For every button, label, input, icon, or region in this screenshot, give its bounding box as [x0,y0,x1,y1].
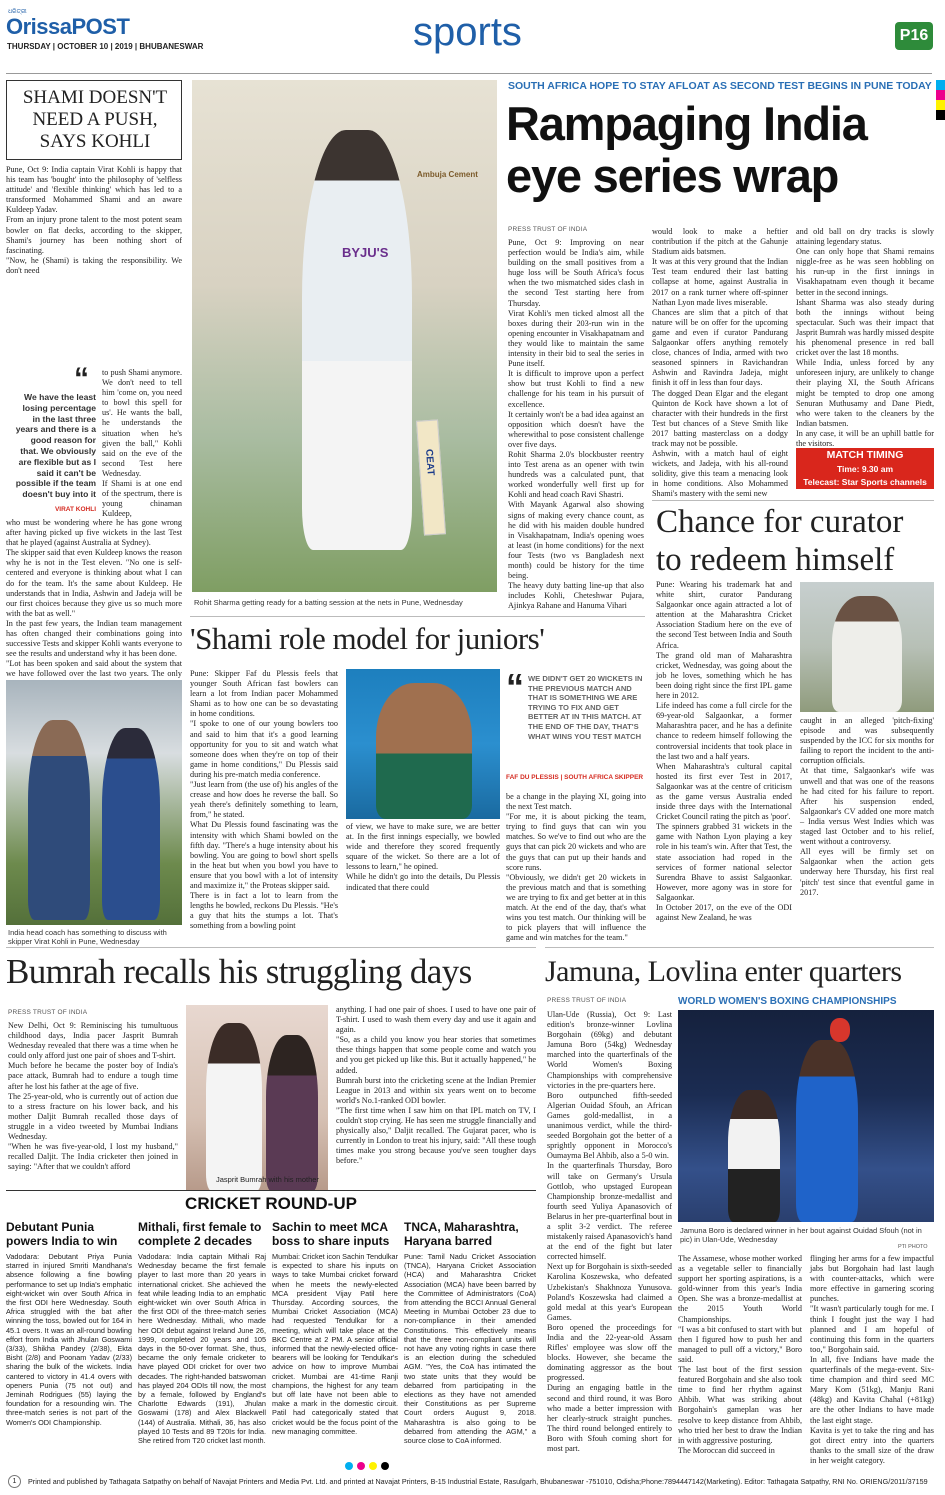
boxing-top-rule [545,947,934,948]
roundup-body-3: Mumbai: Cricket icon Sachin Tendulkar is expected to share his inputs on ways to take Mumbai cricket forward when he meets the newly-elected MCA president Vijay Patil here Thursday. According sources, the Mumbai Cricket Association (MCA) had requested Tendulkar for a meeting, which will take place at the BKC Centre at 2 PM. A senior official informed that the newly-elected office-bearers will be looking for Tendulkar's advice on how to improve Mumbai cricket. Mumbai are 41-time Ranji champions, the highest for any team but off late have not been able to make a mark in the domestic circuit. Patil had categorically stated that cricket would be the focus point of the new managing committee. [272,1252,398,1436]
roundup-title: CRICKET ROUND-UP [185,1194,357,1213]
coach-kohli-photo [6,680,182,925]
lead-credit: PRESS TRUST OF INDIA [508,226,588,233]
footer-color-dots [345,1462,605,1470]
bat-logo: CEAT [423,448,436,476]
match-timing-box [796,448,934,492]
roundup-head-3: Sachin to meet MCA boss to share inputs [272,1220,390,1248]
faf-col-2: of view, we have to make sure, we are better at. In the first innings especially, we bowled wide and therefore they scored frequently square of the wicket. So there are a lot of lessons to learn," he opined. While he didn't go into the details, Du Plessis indicated that there could [346,822,500,892]
roundup-item-2 [138,1220,266,1446]
dot-cyan [345,1462,353,1470]
roundup-body-4: Pune: Tamil Nadu Cricket Association (TNCA), Haryana Cricket Association (HCA) and Maharashtra Cricket Association (MCA) have been barred by the Committee of Administrators (CoA) from attending the BCCI Annual General Meeting in Mumbai October 23 due to non-compliance in their amended Constitutions. This effectively means that the three non-compliant units will not have any voting rights in case there is an election during the scheduled AGM. "Yes, the CoA has intimated the two state units that they would be debarred from participating in the elections as they have not amended their Constitutions as per Supreme Court orders August 9, 2018. Maharashtra is also going to be debarred from attending the AGM," a source close to CoA informed. [404,1252,536,1446]
shami-body-right: to push Shami anymore. We don't need to tell him 'come on, you need to bowl this spell for us'. He wants the ball, he understands the situation when he's given the ball," Kohli said on the eve of the second Test here Wednesday. If Shami is at one end of the spectrum, there is young chinaman Kuldeep, [102,368,182,519]
lead-kicker: SOUTH AFRICA HOPE TO STAY AFLOAT AS SECOND TEST BEGINS IN PUNE TODAY [508,80,932,92]
bumrah-figure [206,1023,262,1191]
shami-story [6,80,182,946]
boxing-banner: WORLD WOMEN'S BOXING CHAMPIONSHIPS [678,996,897,1007]
faf-pullquote [506,666,646,788]
faf-photo [346,669,500,819]
faf-figure [376,683,472,819]
boxing-headline: Jamuna, Lovlina enter quarters [545,955,902,988]
boxing-col-1: Ulan-Ude (Russia), Oct 9: Last edition's bronze-winner Lovlina Borgohain (69kg) and debutant Jamuna Boro (54kg) Wednesday marched into the quarterfinals of the World Women's Boxing Championships with comprehensive victories in the pre-quarters here. Boro outpunched fifth-seeded Algerian Ouidad Sfouh, an African Games gold-medallist, in a unanimous verdict, while the third-seeded Borgohain got the better of a sprightly opponent in Morocco's Oumayma Bel Ahbib, also a 5-0 win. In the quarterfinals Thursday, Boro will take on Germany's Ursula Gottlob, who upstaged European Championship bronze-medallist and fourth seed Yuliya Apanasovich of Belarus in her pre-quarterfinal bout in a split 3-2 verdict. The referee mistakenly raised Apanasovich's hand at the end of the fight but later corrected himself. Next up for Borgohain is sixth-seeded Karolina Koszewska, who defeated Uzbekistan's Shakhnoza Yunusova. Poland's Koszewska had claimed a gold medal at this year's European Games. Boro opened the proceedings for India and the 22-year-old Assam Rifles' employee was slow off the blocks. However, she became the dominating aggressor as the bout progressed. During an engaging battle in the second and third round, it was Boro who made a better impression with her clearly-struck straight punches. The third round belonged entirely to Boro with Sfouh coming short for most part. [547,1010,672,1454]
shami-pullquote [6,362,96,518]
shami-quote-attribution: VIRAT KOHLI [54,506,96,513]
boxing-col-3: flinging her arms for a few impactful jabs but Borgohain had last laugh with counter-attacks, which were more effective in garnering scoring punches. "It wasn't particularly tough for me. I think I fought just the way I had planned and I am hopeful of continuing this form in the quarters too," Borgohain said. In all, five Indians have made the quarterfinals of the mega-event. Six-time champion and third seed MC Mary Kom (51kg), Manju Rani (48kg) and Kavita Chahal (+81kg) are the other Indians to have made the last eight stage. Kavita is yet to take the ring and has got direct entry into the quarters thanks to the small size of the draw in her weight category. [810,1254,934,1465]
curator-headline [656,503,934,579]
faf-quote-text: WE DIDN'T GET 20 WICKETS IN THE PREVIOUS MATCH AND THAT IS SOMETHING WE ARE TRYING TO FIX AND GET BETTER AT IN THIS MATCH. AT THE END OF THE DAY, THAT'S WHAT WINS YOU TEST MATCH [528,674,643,741]
mother-figure [266,1035,318,1191]
referee-figure [728,1090,780,1222]
faf-top-rule [190,616,645,617]
match-timing-title: MATCH TIMING [796,448,934,463]
roundup-head-2: Mithali, first female to complete 2 decades [138,1220,262,1248]
dateline: THURSDAY | OCTOBER 10 | 2019 | BHUBANESWAR [7,42,204,51]
masthead [0,0,945,78]
lead-col-2: would look to make a heftier contribution if the pitch at the Gahunje Stadium aids batsmen. It was at this very ground that the Indian Test team endured their last batting collapse at home, against Australia in 2017 on a rank turner where off-spinner Nathan Lyon made lives miserable. Chances are slim that a pitch of that nature will be on offer for the upcoming game and even if curator Pandurang Salgaonkar offers anything remotely close, chances of India, armed with two seasoned spinners in Ravichandran Ashwin and Ravindra Jadeja, might finish it off in less than four days. The dogged Dean Elgar and the elegant Quinton de Kock have shown a lot of character with their hundreds in the first Test but chances of a Steve Smith like 2017 batting masterclass on a dodgy track may not be possible. Ashwin, with a match haul of eight wickets, and Jadeja, with his all-round solidity, give this team a menacing look in home conditions. Also Mohammed Shami's mastery with the semi new [652,227,788,499]
shami-body-bottom: who must be wondering where he has gone wrong after having picked up five wickets in the last Test that he played (against Australia at Sydney). The skipper said that even Kuldeep knows the reason why he is not in the Test eleven. "No one is self-centered and everyone is thinking about what I can do for the team. It's the same about Kuldeep. He understands that in India, Ashwin and Jadeja will be our first choices because they give us so much more with the bat as well." In the past few years, the Indian team management has often changed their combinations going into successive Tests and skipper Kohli wants everyone to see the results and understand why it has been done. "Lot has been spoken and said about the system that we have followed over the last two years. The only [6,518,182,679]
roundup-item-4 [404,1220,536,1446]
page-number: P16 [899,27,929,44]
cricket-bat [416,419,446,535]
coach-kohli-caption: India head coach has something to discuss with skipper Virat Kohli in Pune, Wednesday [8,928,167,946]
lead-headline-line2: eye series wrap [506,149,839,202]
roundup-body-2: Vadodara: India captain Mithali Raj Wednesday became the first female player to last more than 20 years in international cricket. She achieved the feat while leading India to an emphatic eight-wicket win over South Africa in the first ODI of the three-match series here Wednesday. Mithali, who made her ODI debut against Ireland June 26, 1999, completed 20 years and 105 days in the 50-over format. She, thus, became the only female cricketer to have played ODI cricket for over two decades. The right-handed batswoman has played 204 ODIs till now, the most by a female, followed by England's Charlotte Edwards (191), Jhulan Goswami (178) and Alex Blackwell (144) of Australia. Mithali, 36, has also played 10 Tests and 89 T20Is for India. She retired from T20 cricket last month. [138,1252,266,1446]
faf-col-3: be a change in the playing XI, going into the next Test match. "For me, it is about picking the team, trying to find guys that can win you matches. So we've to find out who are the guys that can pick 20 wickets and who are the guys that can put up their hands and score runs. "Obviously, we didn't get 20 wickets in the previous match and that is something we are trying to fix and get better at in this match. At the end of the day, that's what wins you test match. Our thinking will be to pick players that will influence the game and win matches for the team." [506,792,646,943]
dot-yellow [369,1462,377,1470]
rohit-photo-caption: Rohit Sharma getting ready for a batting session at the nets in Pune, Wednesday [194,598,463,607]
faf-headline: 'Shami role model for juniors' [190,621,545,656]
lead-col-3: and old ball on dry tracks is slowly attaining legendary status. One can only hope that Shami remains niggle-free as he was seen hobbling on his run-up in the first innings in Visakhapatnam even though it became better in the second innings. Ishant Sharma was also steady during both the innings without being spectacular. Such was their impact that Jasprit Bumrah was hardly missed despite his phenomenal presence in red ball cricket over the last 18 months. While India, unless forced by any unforeseen injury, are unlikely to change their playing XI, the South Africans might be tempted to drop one among Senuran Muthusamy and Dane Piedt, who were taken to the cleaners by the Indian batsmen. In any case, it will be an uphill battle for the visitors. [796,227,934,448]
boxing-photo-credit: PTI PHOTO [898,1244,928,1250]
boxing-photo [678,1010,934,1222]
boxing-photo-caption: Jamuna Boro is declared winner in her bout against Ouidad Sfouh (not in pic) in Ulan-Ude, Wednesday [680,1226,922,1244]
bumrah-photo-caption: Jasprit Bumrah with his mother [216,1175,319,1184]
boxer-figure [796,1040,858,1222]
roundup-rule [6,1190,536,1191]
shami-body-top: Pune, Oct 9: India captain Virat Kohli is happy that his team has 'bought' into the philosophy of 'selfless attitude' and 'flexible thinking' which has led to a transformed Mohammed Shami and an aware Kuldeep Yadav. From an injury prone talent to the most potent seam bowler on flat decks, according to the skipper, Shami's journey has been nothing short of fascinating. "Now, he (Shami) is taking the responsibility. We don't need [6,165,182,275]
curator-photo [800,582,934,712]
rohit-figure [302,130,412,550]
curator-col-2: caught in an alleged 'pitch-fixing' episode and was subsequently suspended by the ICC for six months for failing to report the incident to the anti-corruption officials. At that time, Salgaonkar's wife was unwell and that was one of the reasons he had cited for his failure to report. After his suspension ended, Salgaonkar's CV added one more match – India versus West Indies which was staged last October and to his relief, went without a controversy. All eyes will be firmly set on Salgaonkar when the action gets underway here Thursday, his first real 'pitch' test since that eventful game in 2017. [800,716,934,897]
match-telecast: Telecast: Star Sports channels [796,476,934,489]
bumrah-credit: PRESS TRUST OF INDIA [8,1009,88,1016]
boxing-col-2: The Assamese, whose mother worked as a vegetable seller to financially support her sporting aspirations, is a gold-winner from this year's India Open. She was a bronze-medallist at the 2015 Youth World Championships. "I was a bit confused to start with but then I figured how to push her and managed to pull off a victory," Boro said. The last bout of the first session featured Borgohain and she also took time to find her rhythm against Ahbib. What was striking about Borgohain's gameplan was her resolve to keep distance from Ahbib, who tried her best to draw the Indian in with aggressive posturing. The Moroccan did succeed in [678,1254,802,1455]
shami-headline: SHAMI DOESN'T NEED A PUSH, SAYS KOHLI [22,87,168,152]
faf-col-1: Pune: Skipper Faf du Plessis feels that younger South African fast bowlers can learn a lot from Indian pacer Mohammed Shami as to how one can be so devastating in home conditions. "I spoke to one of our young bowlers too and said to him that it's a good learning opportunity for you to sit and watch what someone does when they're on top of their game in home conditions," Du Plessis said during his pre-match media conference. "Just learn from (the use of) his angles of the crease and how does he reverse the ball. So yeah there's definitely something to learn, from," he stated. What Du Plessis found fascinating was the intensity with which Shami bowled on the fifth day. "There's a huge intensity about his bowling. You are going to bowl short spells in the heat but when you bowl you have to ensure that you bowl with a lot of intensity and maximize it," the Proteas skipper said. There is in fact a lot to learn from the lengths he bowled, reckons Du Plessis. "He's a guy that hits the stumps a lot. That's something from a bowling point [190,669,338,931]
footer-page-marker: 1 [8,1475,21,1488]
lead-headline [506,96,934,201]
roundup-head-1: Debutant Punia powers India to win [6,1220,118,1248]
quote-mark-icon: “ [74,362,89,395]
roundup-item-1 [6,1220,132,1436]
shami-quote-text: We have the least losing percentage in the last three years and there is a good reason for that. We obviously are flexible but as I said it can't be possible if the team doesn't buy into it [15,392,96,500]
roundup-body-1: Vadodara: Debutant Priya Punia starred in injured Smriti Mandhana's absence following a fine bowling performance to set up India's emphatic eight-wicket win over South Africa in the first ODI here Wednesday. South Africa struggled with the bat after winning the toss, bowled out for 164 in 45.1 overs. It was an all-round bowling effort from India with Jhulan Goswami (3/33), Shikha Pandey (2/38), Ekta Bisht (2/8) and Poonam Yadav (2/33) sharing the bulk of the wickets. India cantered to victory in 41.4 overs with openers Punia (75 not out) and Jeminah Rodrigues (55) laying the foundation for a resounding win. The three-match series is not part of the Women's ODI Championship. [6,1252,132,1427]
roundup-item-3 [272,1220,398,1436]
footer [0,1462,945,1495]
curator-headline-line1: Chance for curator [656,504,904,540]
rohit-photo [192,80,497,592]
curator-headline-line2: to redeem himself [656,542,895,578]
coach-figure [28,720,90,920]
roundup-section [6,1190,536,1446]
boxing-credit: PRESS TRUST OF INDIA [547,997,627,1004]
match-time: Time: 9.30 am [796,463,934,476]
brand-small-text: ଧରିତ୍ରୀ [8,9,27,15]
faf-quote-attribution: FAF DU PLESSIS | SOUTH AFRICA SKIPPER [506,774,644,781]
curator-top-rule [652,500,934,501]
bumrah-top-rule [6,947,536,948]
section-title: sports [413,10,522,54]
color-registration-strip [936,80,945,120]
curator-col-1: Pune: Wearing his trademark hat and white shirt, curator Pandurang Salgaonkar once again attracted a lot of attention at the Maharashtra Cricket Association Stadium here on the eve of the second Test between India and South Africa. The grand old man of Maharashtra cricket, Wednesday, was going about the job he loves, something which he has been doing right since the first IPL game here in 2012. Life indeed has come a full circle for the 69-year-old Salgaonkar, a former Maharashtra pacer, and he has a definite chance to redeem himself following the controversial incidents that took place in the last two and a half years. When Maharashtra's cultural capital hosted its first ever Test in 2017, Salgaonkar was at the centre of criticism as the game versus Australia ended inside three days with the International Cricket Council rating the pitch as 'poor'. The spinners grabbed 31 wickets in the game with Nathon Lyon playing a key role in his team's win. After that Test, the state association had roped in the services of former national selector Surendra Bhave to assist Salgaonkar. However, more agony was in store for Salgaonkar. In October 2017, on the eve of the ODI against New Zealand, he was [656,580,792,923]
faf-quote-mark-icon: “ [506,666,524,707]
bumrah-photo [186,1005,328,1191]
dot-magenta [357,1462,365,1470]
masthead-rule [6,73,932,74]
page-number-badge [895,22,933,50]
lead-headline-line1: Rampaging India [506,97,867,150]
rohit-photo-sponsor: BYJU'S [342,245,389,260]
rohit-photo-board: Ambuja Cement [417,170,478,179]
bumrah-headline: Bumrah recalls his struggling days [6,952,472,991]
shami-headline-box [6,80,182,160]
lead-col-1: Pune, Oct 9: Improving on near perfection would be India's aim, while building on the small positives from a huge loss will be South Africa's focus when the two mismatched sides clash in the second Test starting here from Thursday. Virat Kohli's men ticked almost all the boxes during their 203-run win in the opening encounter in Visakhapatnam and they would like to maintain the same intensity in their bid to seal the series in Pune itself. It is difficult to improve upon a perfect show but trust Kohli to find a new challenge for his team in his pursuit of excellence. It certainly won't be a bad idea against an opposition which doesn't have the wherewithal to pose consistent challenge over five days. Rohit Sharma 2.0's blockbuster reentry into Test arena as an opener with twin hundreds was a calculated punt, that worked wonderfully well first up for Kohli and head coach Ravi Shastri. With Mayank Agarwal also showing signs of making every chance count, as he did with his maiden double hundred in Visakhapatnam, India's opening woes at least (in home conditions) for the next four Tests (two vs Bangladesh next month) could be history for the time being. The heavy duty batting line-up that also includes Kohli, Cheteshwar Pujara, Ajinkya Rahane and Hanuma Vihari [508,238,644,611]
bumrah-col-1: New Delhi, Oct 9: Reminiscing his tumultuous childhood days, India pacer Jasprit Bumrah Wednesday revealed that there was a time when he could only afford just one pair of shoes and T-shirt. Much before he became the poster boy of India's pace attack, Bumrah had to endure a tough time after he lost his father at the age of five. The 25-year-old, who is currently out of action due to a stress fracture on his lower back, and his mother Daljit Bumrah recalled those days of struggle in a video tweeted by Mumbai Indians Wednesday. "When he was five-year-old, I lost my husband," recalled Daljit. The India cricketer then joined in saying: "After that we couldn't afford [8,1021,178,1172]
kohli-figure [102,728,160,920]
curator-figure [832,596,902,712]
roundup-head-4: TNCA, Maharashtra, Haryana barred [404,1220,519,1248]
dot-black [381,1462,389,1470]
brand-logo: OrissaPOST [6,14,130,39]
footer-imprint: Printed and published by Tathagata Satpathy on behalf of Navajat Printers and Media Pvt. Ltd. and printed at Navajat Printers, B-15 Industrial Estate, Rasulgarh, Bhubaneswar -751010, Odisha;Phone:7894447142(Marketing). Editor: Tathagata Satpathy, RNI No. ORIENG/2011/37159 [28,1477,928,1486]
boxing-glove [830,1018,850,1042]
bumrah-col-2: anything. I had one pair of shoes. I used to have one pair of T-shirt. I used to wash them every day and use it again and again. "So, as a child you know you hear stories that sometimes these things happen that some people come and watch you and you get picked up like this. But it actually happened," he added. Bumrah burst into the cricketing scene at the Indian Premier League in 2013 and within six years went on to become world's No.1-ranked ODI bowler. "The first time when I saw him on that IPL match on TV, I couldn't stop crying. He has seen me struggle financially and physically also," Daljit recalled. The Gujarat pacer, who is currently in London to treat his injury, said: "All these tough times make you strong because you've seen tougher days before." [336,1005,536,1166]
